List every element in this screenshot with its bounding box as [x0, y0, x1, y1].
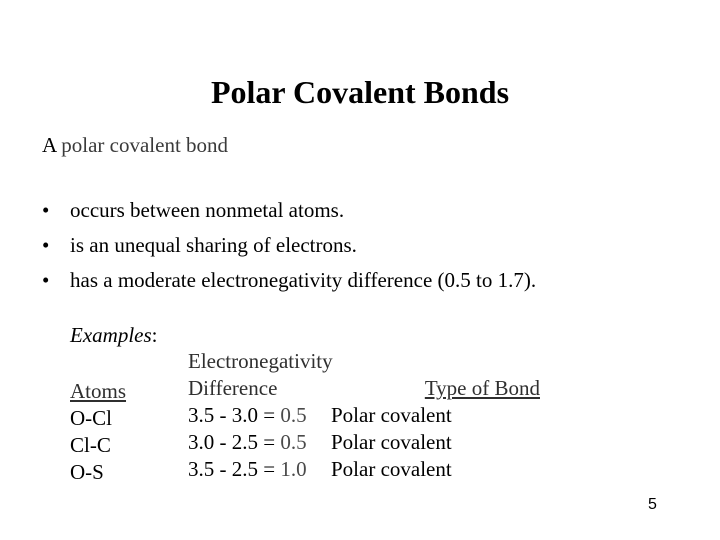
difference-calc: 3.5 - 2.5 =	[188, 457, 276, 481]
bullet-list	[42, 196, 536, 301]
atoms-column	[70, 378, 126, 486]
bond-type-cell: Polar covalent	[331, 457, 452, 481]
table-row	[188, 456, 540, 483]
intro-line	[42, 133, 228, 158]
difference-header: Difference	[188, 376, 278, 400]
intro-term: polar covalent bond	[61, 133, 229, 157]
difference-result: 0.5	[280, 430, 307, 454]
difference-cell	[188, 402, 331, 429]
difference-calc: 3.0 - 2.5 =	[188, 430, 276, 454]
examples-colon: :	[151, 323, 158, 347]
bullet-dot: •	[42, 268, 50, 292]
page-number: 5	[648, 496, 657, 513]
bullet-item	[42, 266, 536, 301]
bond-type-cell: Polar covalent	[331, 403, 452, 427]
atoms-cell: O-S	[70, 460, 104, 484]
electronegativity-header: Electronegativity	[188, 349, 333, 373]
bullet-item	[42, 231, 536, 266]
difference-calc: 3.5 - 3.0 =	[188, 403, 276, 427]
difference-result: 1.0	[280, 457, 307, 481]
examples-label	[70, 323, 158, 348]
bullet-dot: •	[42, 198, 50, 222]
slide-title: Polar Covalent Bonds	[210, 74, 510, 110]
difference-column	[188, 348, 540, 483]
intro-article: A	[42, 133, 57, 157]
bullet-text: is an unequal sharing of electrons.	[70, 233, 357, 257]
examples-label-text: Examples	[70, 323, 152, 347]
bullet-dot: •	[42, 233, 50, 257]
table-row	[188, 402, 540, 429]
bullet-text: occurs between nonmetal atoms.	[70, 198, 345, 222]
bullet-item	[42, 196, 536, 231]
bond-type-cell: Polar covalent	[331, 430, 452, 454]
difference-cell	[188, 429, 331, 456]
atoms-cell: O-Cl	[70, 406, 112, 430]
table-row	[188, 429, 540, 456]
difference-result: 0.5	[280, 403, 307, 427]
atoms-header: Atoms	[70, 379, 127, 403]
difference-cell	[188, 456, 331, 483]
type-of-bond-header: Type of Bond	[424, 376, 540, 400]
atoms-cell: Cl-C	[70, 433, 111, 457]
type-header-wrap	[188, 375, 540, 402]
bullet-text: has a moderate electronegativity difference (0.5 to 1.7).	[70, 268, 537, 292]
